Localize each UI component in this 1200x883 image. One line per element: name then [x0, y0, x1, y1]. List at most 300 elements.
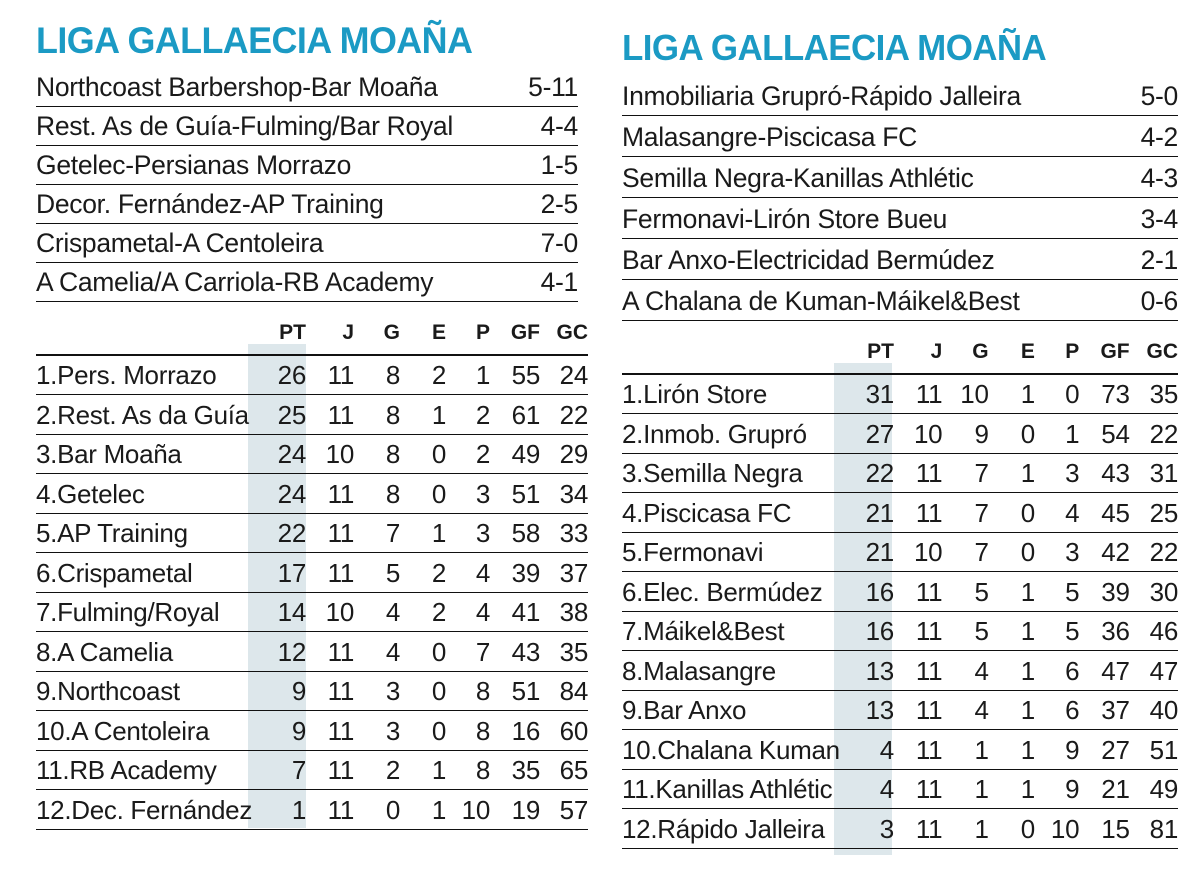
column-header-j: J	[894, 335, 942, 375]
table-row	[622, 414, 1178, 454]
standings-cell-gc: 57	[540, 790, 588, 830]
standings-team-cell	[36, 750, 248, 790]
result-row	[36, 145, 578, 184]
standings-cell-pt: 16	[836, 572, 894, 612]
standings-cell-gf: 51	[490, 474, 540, 514]
standings-cell-gf: 37	[1079, 690, 1129, 730]
table-row	[622, 493, 1178, 533]
standings-team-name: Malasangre	[643, 655, 776, 686]
table-row	[36, 553, 588, 593]
standings-team-name: A Centoleira	[71, 715, 210, 746]
standings-cell-e: 1	[989, 374, 1035, 414]
standings-position: 4.	[622, 497, 644, 528]
standings-cell-j: 11	[894, 690, 942, 730]
standings-position: 5.	[622, 537, 644, 567]
table-row	[36, 474, 588, 514]
standings-cell-e: 1	[400, 395, 446, 435]
table-row	[622, 453, 1178, 493]
standings-team-cell	[622, 572, 836, 612]
column-header-e: E	[400, 316, 446, 356]
standings-team-name: Chalana Kuman	[657, 734, 840, 765]
result-score: 4-1	[506, 262, 578, 301]
standings-cell-p: 6	[1035, 690, 1079, 730]
table-row	[622, 532, 1178, 572]
standings-cell-j: 10	[306, 592, 354, 632]
result-match-label: Malasangre-Piscicasa FC	[622, 115, 1106, 156]
standings-cell-gf: 42	[1079, 532, 1129, 572]
standings-position: 3.	[622, 458, 644, 488]
table-row	[622, 730, 1178, 770]
standings-cell-gf: 19	[490, 790, 540, 830]
standings-cell-gc: 40	[1130, 690, 1178, 730]
standings-team-cell	[622, 690, 836, 730]
standings-cell-p: 10	[1035, 809, 1079, 849]
standings-team-cell	[622, 769, 836, 809]
results-body-right	[622, 74, 1178, 320]
standings-position: 8.	[622, 655, 644, 686]
standings-cell-p: 5	[1035, 611, 1079, 651]
standings-cell-pt: 13	[836, 651, 894, 691]
standings-cell-g: 3	[354, 671, 400, 711]
standings-cell-e: 2	[400, 553, 446, 593]
standings-cell-gc: 65	[540, 750, 588, 790]
column-header-team	[36, 316, 248, 356]
standings-cell-g: 5	[354, 553, 400, 593]
result-row	[36, 223, 578, 262]
standings-cell-gc: 60	[540, 711, 588, 751]
standings-cell-gf: 55	[490, 355, 540, 395]
standings-cell-gf: 27	[1079, 730, 1129, 770]
column-header-gc: GC	[540, 316, 588, 356]
standings-team-name: AP Training	[57, 518, 188, 548]
result-row	[36, 67, 578, 106]
standings-cell-p: 1	[1035, 414, 1079, 454]
standings-team-name: Northcoast	[57, 676, 180, 706]
standings-cell-p: 3	[1035, 532, 1079, 572]
standings-table-left	[36, 316, 588, 830]
standings-cell-g: 8	[354, 395, 400, 435]
table-row	[36, 592, 588, 632]
standings-cell-p: 4	[1035, 493, 1079, 533]
table-row	[36, 513, 588, 553]
result-match-label: Crispametal-A Centoleira	[36, 223, 506, 262]
standings-cell-gf: 45	[1079, 493, 1129, 533]
standings-team-name: Fulming/Royal	[57, 597, 220, 627]
result-row	[622, 238, 1178, 279]
page-title-secondary: LIGA GALLAECIA MOAÑA	[622, 27, 1047, 68]
standings-cell-g: 4	[942, 651, 988, 691]
standings-position: 11.	[36, 755, 70, 785]
standings-team-cell	[36, 632, 248, 672]
standings-cell-p: 3	[1035, 453, 1079, 493]
standings-team-name: RB Academy	[69, 755, 217, 785]
standings-cell-pt: 24	[248, 434, 306, 474]
standings-position: 1.	[622, 379, 644, 409]
standings-cell-p: 7	[446, 632, 490, 672]
standings-cell-g: 9	[942, 414, 988, 454]
standings-cell-gc: 31	[1130, 453, 1178, 493]
standings-cell-j: 11	[306, 395, 354, 435]
result-score: 4-3	[1106, 156, 1178, 197]
result-row	[622, 156, 1178, 197]
column-header-gf: GF	[490, 316, 540, 356]
standings-team-name: Bar Anxo	[643, 695, 747, 725]
standings-cell-p: 8	[446, 750, 490, 790]
standings-cell-p: 9	[1035, 769, 1079, 809]
standings-cell-gc: 46	[1130, 611, 1178, 651]
standings-cell-gc: 22	[1130, 532, 1178, 572]
standings-team-name: Kanillas Athlétic	[655, 774, 833, 804]
standings-cell-e: 1	[989, 611, 1035, 651]
standings-team-name: Inmob. Grupró	[643, 418, 807, 449]
standings-cell-p: 8	[446, 671, 490, 711]
standings-team-cell	[36, 553, 248, 593]
standings-cell-g: 5	[942, 572, 988, 612]
standings-position: 12.	[622, 813, 658, 844]
result-match-label: Inmobiliaria Grupró-Rápido Jalleira	[622, 74, 1106, 115]
standings-team-cell	[622, 453, 836, 493]
standings-cell-gf: 21	[1079, 769, 1129, 809]
standings-cell-pt: 26	[248, 355, 306, 395]
standings-cell-g: 8	[354, 434, 400, 474]
standings-cell-gc: 33	[540, 513, 588, 553]
result-score: 4-4	[506, 106, 578, 145]
standings-cell-e: 1	[400, 513, 446, 553]
standings-cell-p: 2	[446, 434, 490, 474]
standings-cell-pt: 4	[836, 730, 894, 770]
standings-team-cell	[622, 374, 836, 414]
standings-cell-pt: 17	[248, 553, 306, 593]
standings-team-cell	[622, 493, 836, 533]
standings-team-cell	[622, 414, 836, 454]
standings-cell-gf: 16	[490, 711, 540, 751]
standings-cell-gf: 54	[1079, 414, 1129, 454]
standings-cell-g: 4	[354, 592, 400, 632]
standings-position: 7.	[622, 616, 644, 646]
standings-position: 2.	[622, 418, 644, 449]
standings-cell-pt: 4	[836, 769, 894, 809]
standings-cell-j: 11	[306, 750, 354, 790]
column-header-team	[622, 335, 836, 375]
column-header-pt: PT	[248, 316, 306, 356]
standings-team-name: Bar Moaña	[57, 439, 182, 469]
standings-cell-e: 1	[989, 730, 1035, 770]
standings-team-cell	[36, 513, 248, 553]
standings-cell-p: 2	[446, 395, 490, 435]
standings-position: 9.	[36, 676, 58, 706]
result-row	[622, 279, 1178, 320]
standings-cell-g: 4	[354, 632, 400, 672]
standings-cell-e: 0	[989, 493, 1035, 533]
standings-cell-p: 0	[1035, 374, 1079, 414]
standings-position: 2.	[36, 399, 58, 430]
results-table-left	[36, 67, 578, 302]
table-row	[36, 395, 588, 435]
standings-position: 12.	[36, 794, 72, 825]
standings-team-cell	[36, 434, 248, 474]
standings-cell-p: 10	[446, 790, 490, 830]
column-header-e: E	[989, 335, 1035, 375]
result-match-label: Fermonavi-Lirón Store Bueu	[622, 197, 1106, 238]
standings-cell-gf: 58	[490, 513, 540, 553]
standings-cell-j: 11	[894, 374, 942, 414]
column-header-gf: GF	[1079, 335, 1129, 375]
standings-cell-gf: 39	[1079, 572, 1129, 612]
standings-cell-e: 0	[989, 532, 1035, 572]
result-match-label: A Camelia/A Carriola-RB Academy	[36, 262, 506, 301]
standings-cell-gc: 47	[1130, 651, 1178, 691]
standings-cell-g: 5	[942, 611, 988, 651]
standings-cell-gc: 84	[540, 671, 588, 711]
standings-cell-gf: 49	[490, 434, 540, 474]
standings-cell-j: 11	[894, 809, 942, 849]
standings-cell-gf: 15	[1079, 809, 1129, 849]
standings-cell-g: 3	[354, 711, 400, 751]
standings-cell-gc: 29	[540, 434, 588, 474]
result-score: 4-2	[1106, 115, 1178, 156]
result-match-label: Bar Anxo-Electricidad Bermúdez	[622, 238, 1106, 279]
standings-cell-j: 10	[306, 434, 354, 474]
standings-cell-gf: 47	[1079, 651, 1129, 691]
standings-cell-j: 11	[894, 769, 942, 809]
standings-cell-j: 11	[306, 632, 354, 672]
standings-cell-e: 1	[400, 790, 446, 830]
standings-cell-gc: 81	[1130, 809, 1178, 849]
standings-cell-pt: 22	[836, 453, 894, 493]
standings-cell-gf: 43	[490, 632, 540, 672]
standings-cell-g: 7	[942, 493, 988, 533]
column-header-j: J	[306, 316, 354, 356]
result-score: 0-6	[1106, 279, 1178, 320]
standings-cell-gc: 35	[1130, 374, 1178, 414]
standings-cell-e: 2	[400, 355, 446, 395]
standings-cell-j: 11	[894, 572, 942, 612]
standings-team-name: Pers. Morrazo	[57, 360, 217, 390]
standings-header-row	[36, 316, 588, 356]
standings-body-left	[36, 355, 588, 829]
result-match-label: Rest. As de Guía-Fulming/Bar Royal	[36, 106, 506, 145]
result-score: 1-5	[506, 145, 578, 184]
table-row	[36, 790, 588, 830]
standings-cell-e: 0	[400, 632, 446, 672]
result-score: 5-0	[1106, 74, 1178, 115]
standings-cell-g: 7	[942, 453, 988, 493]
standings-cell-e: 0	[989, 414, 1035, 454]
standings-team-cell	[622, 611, 836, 651]
standings-cell-e: 0	[989, 809, 1035, 849]
standings-cell-gf: 43	[1079, 453, 1129, 493]
standings-cell-e: 1	[989, 769, 1035, 809]
result-row	[36, 184, 578, 223]
standings-header-row	[622, 335, 1178, 375]
result-row	[36, 262, 578, 301]
result-row	[36, 106, 578, 145]
standings-team-name: Dec. Fernández	[71, 794, 253, 825]
standings-cell-gc: 49	[1130, 769, 1178, 809]
standings-cell-j: 11	[894, 611, 942, 651]
column-header-g: G	[942, 335, 988, 375]
standings-cell-g: 8	[354, 474, 400, 514]
standings-cell-g: 2	[354, 750, 400, 790]
standings-cell-j: 11	[306, 474, 354, 514]
result-match-label: Decor. Fernández-AP Training	[36, 184, 506, 223]
standings-team-cell	[36, 395, 248, 435]
standings-cell-gc: 22	[540, 395, 588, 435]
standings-team-name: Semilla Negra	[643, 458, 803, 488]
standings-cell-g: 10	[942, 374, 988, 414]
standings-cell-p: 8	[446, 711, 490, 751]
standings-position: 7.	[36, 597, 58, 627]
standings-cell-pt: 1	[248, 790, 306, 830]
standings-cell-p: 5	[1035, 572, 1079, 612]
standings-cell-g: 1	[942, 809, 988, 849]
standings-cell-j: 10	[894, 414, 942, 454]
standings-team-name: Crispametal	[57, 557, 193, 588]
page-title: LIGA GALLAECIA MOAÑA	[36, 20, 473, 61]
standings-team-name: A Camelia	[57, 636, 173, 667]
standings-cell-g: 1	[942, 769, 988, 809]
standings-cell-g: 0	[354, 790, 400, 830]
result-match-label: Northcoast Barbershop-Bar Moaña	[36, 67, 506, 106]
standings-position: 6.	[36, 557, 58, 588]
standings-cell-gc: 34	[540, 474, 588, 514]
table-row	[622, 651, 1178, 691]
standings-cell-e: 0	[400, 474, 446, 514]
table-row	[36, 711, 588, 751]
standings-cell-p: 6	[1035, 651, 1079, 691]
standings-position: 5.	[36, 518, 58, 548]
results-body-left	[36, 67, 578, 301]
column-header-p: P	[1035, 335, 1079, 375]
standings-cell-p: 4	[446, 592, 490, 632]
standings-team-cell	[36, 790, 253, 830]
table-row	[622, 374, 1178, 414]
standings-position: 10.	[36, 715, 72, 746]
standings-cell-pt: 21	[836, 532, 894, 572]
standings-cell-gf: 36	[1079, 611, 1129, 651]
standings-cell-g: 7	[942, 532, 988, 572]
standings-position: 11.	[622, 774, 656, 804]
standings-cell-e: 1	[400, 750, 446, 790]
standings-cell-e: 0	[400, 671, 446, 711]
result-score: 3-4	[1106, 197, 1178, 238]
standings-team-name: Elec. Bermúdez	[643, 576, 823, 607]
column-header-gc: GC	[1130, 335, 1178, 375]
standings-position: 3.	[36, 439, 58, 469]
standings-team-cell	[36, 671, 248, 711]
standings-cell-j: 11	[306, 671, 354, 711]
standings-cell-e: 1	[989, 453, 1035, 493]
standings-cell-p: 3	[446, 474, 490, 514]
standings-cell-gc: 24	[540, 355, 588, 395]
table-row	[36, 671, 588, 711]
standings-cell-pt: 25	[248, 395, 306, 435]
standings-cell-gf: 39	[490, 553, 540, 593]
standings-cell-e: 2	[400, 592, 446, 632]
standings-cell-gc: 37	[540, 553, 588, 593]
standings-cell-j: 10	[894, 532, 942, 572]
standings-position: 8.	[36, 636, 58, 667]
standings-team-cell	[622, 651, 836, 691]
standings-cell-j: 11	[894, 730, 942, 770]
result-row	[622, 197, 1178, 238]
league-column-right	[600, 0, 1200, 883]
result-score: 5-11	[506, 67, 578, 106]
standings-team-cell	[36, 592, 248, 632]
standings-cell-g: 8	[354, 355, 400, 395]
standings-cell-j: 11	[894, 651, 942, 691]
standings-team-name: Getelec	[57, 478, 145, 509]
result-score: 2-5	[506, 184, 578, 223]
standings-cell-pt: 3	[836, 809, 894, 849]
standings-cell-pt: 31	[836, 374, 894, 414]
standings-team-cell	[622, 730, 840, 770]
standings-cell-g: 4	[942, 690, 988, 730]
column-header-pt: PT	[836, 335, 894, 375]
standings-table-right	[622, 335, 1178, 849]
standings-cell-j: 11	[306, 513, 354, 553]
standings-position: 1.	[36, 360, 58, 390]
table-row	[622, 572, 1178, 612]
standings-team-name: Lirón Store	[643, 379, 767, 409]
standings-cell-pt: 13	[836, 690, 894, 730]
standings-cell-g: 7	[354, 513, 400, 553]
standings-cell-gc: 51	[1130, 730, 1178, 770]
standings-cell-pt: 21	[836, 493, 894, 533]
standings-cell-j: 11	[306, 790, 354, 830]
standings-cell-j: 11	[306, 355, 354, 395]
standings-cell-gc: 30	[1130, 572, 1178, 612]
standings-team-name: Máikel&Best	[643, 616, 785, 646]
result-score: 2-1	[1106, 238, 1178, 279]
result-row	[622, 74, 1178, 115]
standings-cell-gc: 35	[540, 632, 588, 672]
standings-section-left	[36, 316, 588, 830]
standings-cell-gc: 25	[1130, 493, 1178, 533]
standings-team-name: Fermonavi	[643, 537, 764, 567]
standings-cell-j: 11	[306, 553, 354, 593]
standings-position: 9.	[622, 695, 644, 725]
standings-team-name: Rápido Jalleira	[657, 813, 825, 844]
standings-cell-gf: 51	[490, 671, 540, 711]
standings-cell-gc: 22	[1130, 414, 1178, 454]
standings-cell-p: 3	[446, 513, 490, 553]
table-row	[622, 809, 1178, 849]
standings-section-right	[622, 335, 1178, 849]
column-header-p: P	[446, 316, 490, 356]
standings-cell-j: 11	[894, 453, 942, 493]
standings-cell-pt: 7	[248, 750, 306, 790]
table-row	[36, 355, 588, 395]
standings-position: 6.	[622, 576, 644, 607]
standings-team-cell	[36, 474, 248, 514]
standings-cell-p: 9	[1035, 730, 1079, 770]
standings-team-cell	[622, 532, 836, 572]
standings-cell-e: 1	[989, 651, 1035, 691]
standings-position: 4.	[36, 478, 58, 509]
standings-cell-gc: 38	[540, 592, 588, 632]
standings-team-cell	[36, 711, 248, 751]
result-score: 7-0	[506, 223, 578, 262]
table-row	[36, 750, 588, 790]
standings-cell-e: 1	[989, 572, 1035, 612]
result-row	[622, 115, 1178, 156]
standings-cell-pt: 16	[836, 611, 894, 651]
standings-cell-p: 4	[446, 553, 490, 593]
standings-cell-g: 1	[942, 730, 988, 770]
standings-cell-pt: 24	[248, 474, 306, 514]
standings-team-name: Rest. As da Guía	[57, 399, 249, 430]
